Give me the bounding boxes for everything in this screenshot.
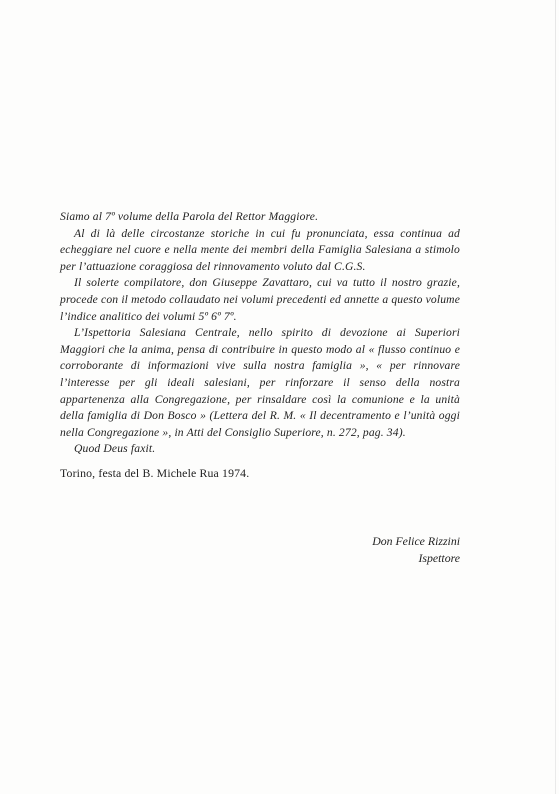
paragraph: L’Ispettoria Salesiana Centrale, nello spirito di devozione ai Superiori Maggiori che la anima, pensa di contribuire in questo modo al « flusso continuo e corroborante di informazioni vive sulla nostra famiglia », « per rinnovare l’interesse per gli ideali salesiani, per rinforzare il senso della nostra appartenenza alla Congregazione, per rinsaldare così la comunione e la unità della famiglia di Don Bosco » (Lettera del R. M. « Il decentramento e l’unità oggi nella Congregazione », in Atti del Consiglio Superiore, n. 272, pag. 34). (60, 326, 460, 439)
paragraph: Al di là delle circostanze storiche in cui fu pronunciata, essa continua ad echeggiare nel cuore e nella mente dei membri della Famiglia Salesiana a stimolo per l’attuazione coraggiosa del rinnovamento voluto dal C.G.S. (60, 226, 460, 273)
signature-name: Don Felice Rizzini (372, 534, 460, 548)
signature-title: Ispettore (418, 551, 460, 565)
page-edge (555, 0, 556, 794)
place-date: Torino, festa del B. Michele Rua 1974. (60, 465, 250, 480)
paragraph: Il solerte compilatore, don Giuseppe Zavattaro, cui va tutto il nostro grazie, procede con il metodo collaudato nei volumi precedenti ed annette a questo volume l’indice analitico dei volumi 5º 6º 7º. (60, 276, 460, 323)
letter-body (60, 209, 460, 482)
paragraph: Siamo al 7º volume della Parola del Rettor Maggiore. (60, 210, 319, 223)
signature-block (372, 533, 460, 567)
paragraph: Quod Deus faxit. (74, 442, 156, 456)
